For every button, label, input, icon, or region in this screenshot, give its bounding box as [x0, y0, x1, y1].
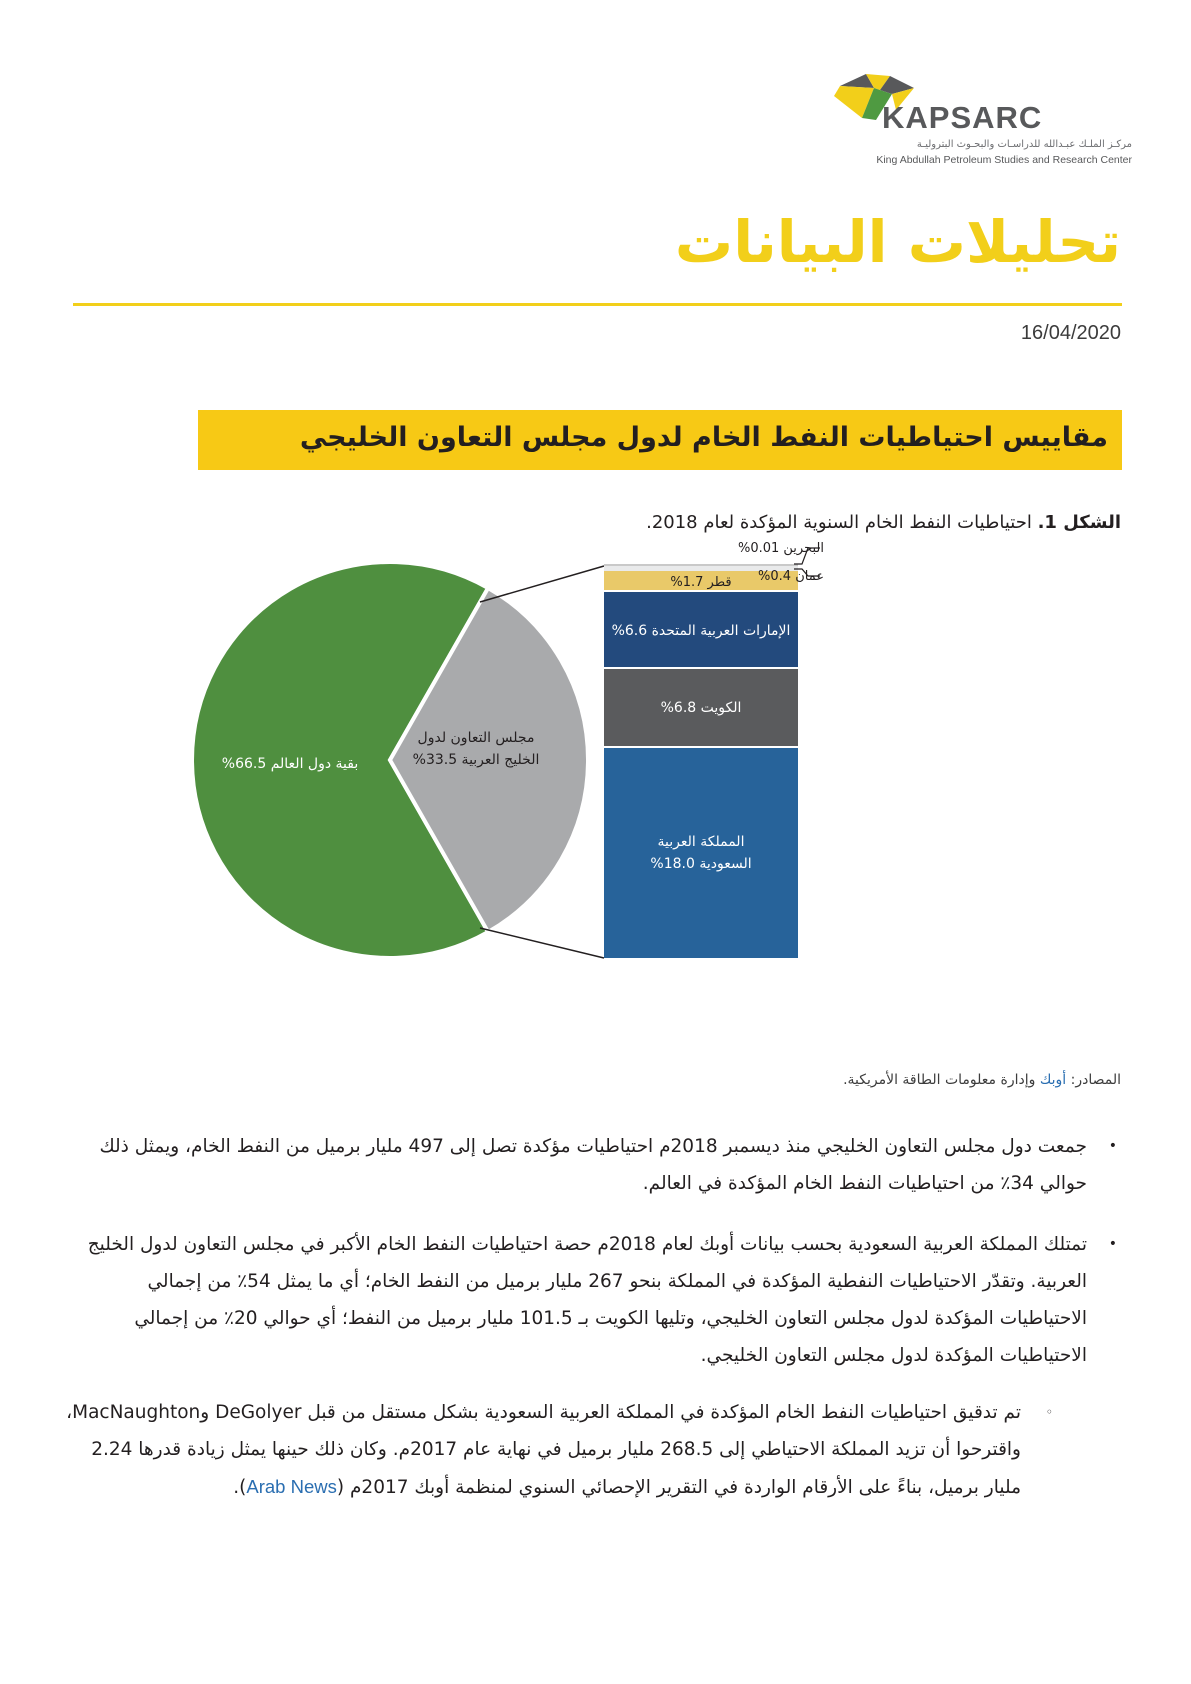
label-bahrain: البحرين 0.01%	[737, 541, 824, 556]
bullet-text: جمعت دول مجلس التعاون الخليجي منذ ديسمبر 2018م احتياطيات مؤكدة تصل إلى 497 مليار برميل من النفط الخام، ويمثل ذلك حوالي 34٪ من احتياطيات النفط الخام المؤكدة في العالم.	[99, 1136, 1087, 1194]
kapsarc-logo	[822, 62, 1132, 172]
sub-bullet-mark: ◦	[1045, 1405, 1053, 1419]
logo-arabic-name: مركـز الملـك عبـدالله للدراسـات والبحـوث البتروليـة	[916, 139, 1132, 150]
bar-segment-saudi-arabia	[604, 748, 798, 958]
connector-line-bottom	[480, 928, 604, 958]
chart-svg	[180, 541, 1020, 1040]
bullet-item	[57, 1128, 1117, 1202]
bullet-close: ).	[233, 1477, 247, 1498]
bar-segment-bahrain	[604, 564, 798, 566]
sources-opec-link[interactable]: أوبك	[1039, 1072, 1067, 1088]
label-qatar: قطر 1.7%	[670, 575, 732, 590]
label-uae: الإمارات العربية المتحدة 6.6%	[611, 623, 791, 639]
sources-rest: وإدارة معلومات الطاقة الأمريكية.	[843, 1072, 1036, 1088]
sources-prefix: المصادر:	[1070, 1072, 1121, 1088]
label-rest-of-world: بقية دول العالم 66.5%	[221, 756, 359, 772]
bullet-item	[57, 1226, 1117, 1374]
connector-line-top	[480, 566, 604, 602]
bullet-text: تمتلك المملكة العربية السعودية بحسب بيانات أوبك لعام 2018م حصة احتياطيات النفط الخام الأكبر في مجلس التعاون لدول الخليج العربية. وتقدّر الاحتياطيات النفطية المؤكدة في المملكة بنحو 267 مليار برميل من النفط الخام؛ أي ما يمثل 54٪ من إجمالي الاحتياطيات المؤكدة لدول مجلس التعاون الخليجي، وتليها الكويت بـ 101.5 مليار برميل من النفط؛ أي حوالي 20٪ من إجمالي الاحتياطيات المؤكدة لدول مجلس التعاون الخليجي.	[87, 1234, 1087, 1366]
label-saudi-line2: السعودية 18.0%	[650, 856, 752, 872]
bullet-text: تم تدقيق احتياطيات النفط الخام المؤكدة في المملكة العربية السعودية بشكل مستقل من قبل DeGolyer وMacNaughton، واقترحوا أن تزيد المملكة الاحتياطي إلى 268.5 مليار برميل في نهاية عام 2017م. وكان ذلك حينها يمثل زيادة قدرها 2.24 مليار برميل، بناءً على الأرقام الواردة في التقرير الإحصائي السنوي لمنظمة أوبك 2017م (	[66, 1402, 1021, 1498]
arab-news-link[interactable]: Arab News	[246, 1476, 337, 1497]
sources-note	[843, 1072, 1121, 1088]
section-banner	[198, 410, 1122, 470]
label-saudi-line1: المملكة العربية	[657, 834, 745, 850]
label-oman: عمان 0.4%	[758, 569, 824, 584]
label-kuwait: الكويت 6.8%	[660, 700, 742, 716]
logo-wordmark: KAPSARC	[882, 100, 1043, 135]
title-divider	[73, 303, 1122, 306]
bullet-mark: •	[1108, 1138, 1117, 1154]
sub-bullet-item	[61, 1394, 1053, 1506]
page-title: تحليلات البيانات	[674, 208, 1121, 276]
bullet-mark: •	[1108, 1236, 1117, 1252]
label-gcc-line2: الخليج العربية 33.5%	[412, 752, 540, 768]
label-gcc-line1: مجلس التعاون لدول	[417, 730, 535, 746]
figure-caption	[646, 512, 1121, 533]
publication-date: 16/04/2020	[1020, 322, 1121, 344]
banner-title: مقاييس احتياطيات النفط الخام لدول مجلس التعاون الخليجي	[299, 422, 1108, 453]
figure-caption-text: احتياطيات النفط الخام السنوية المؤكدة لعام 2018.	[646, 512, 1032, 533]
reserves-chart	[180, 541, 1020, 1040]
logo-english-name: King Abdullah Petroleum Studies and Research Center	[876, 154, 1132, 166]
figure-label: الشكل 1.	[1037, 512, 1121, 533]
